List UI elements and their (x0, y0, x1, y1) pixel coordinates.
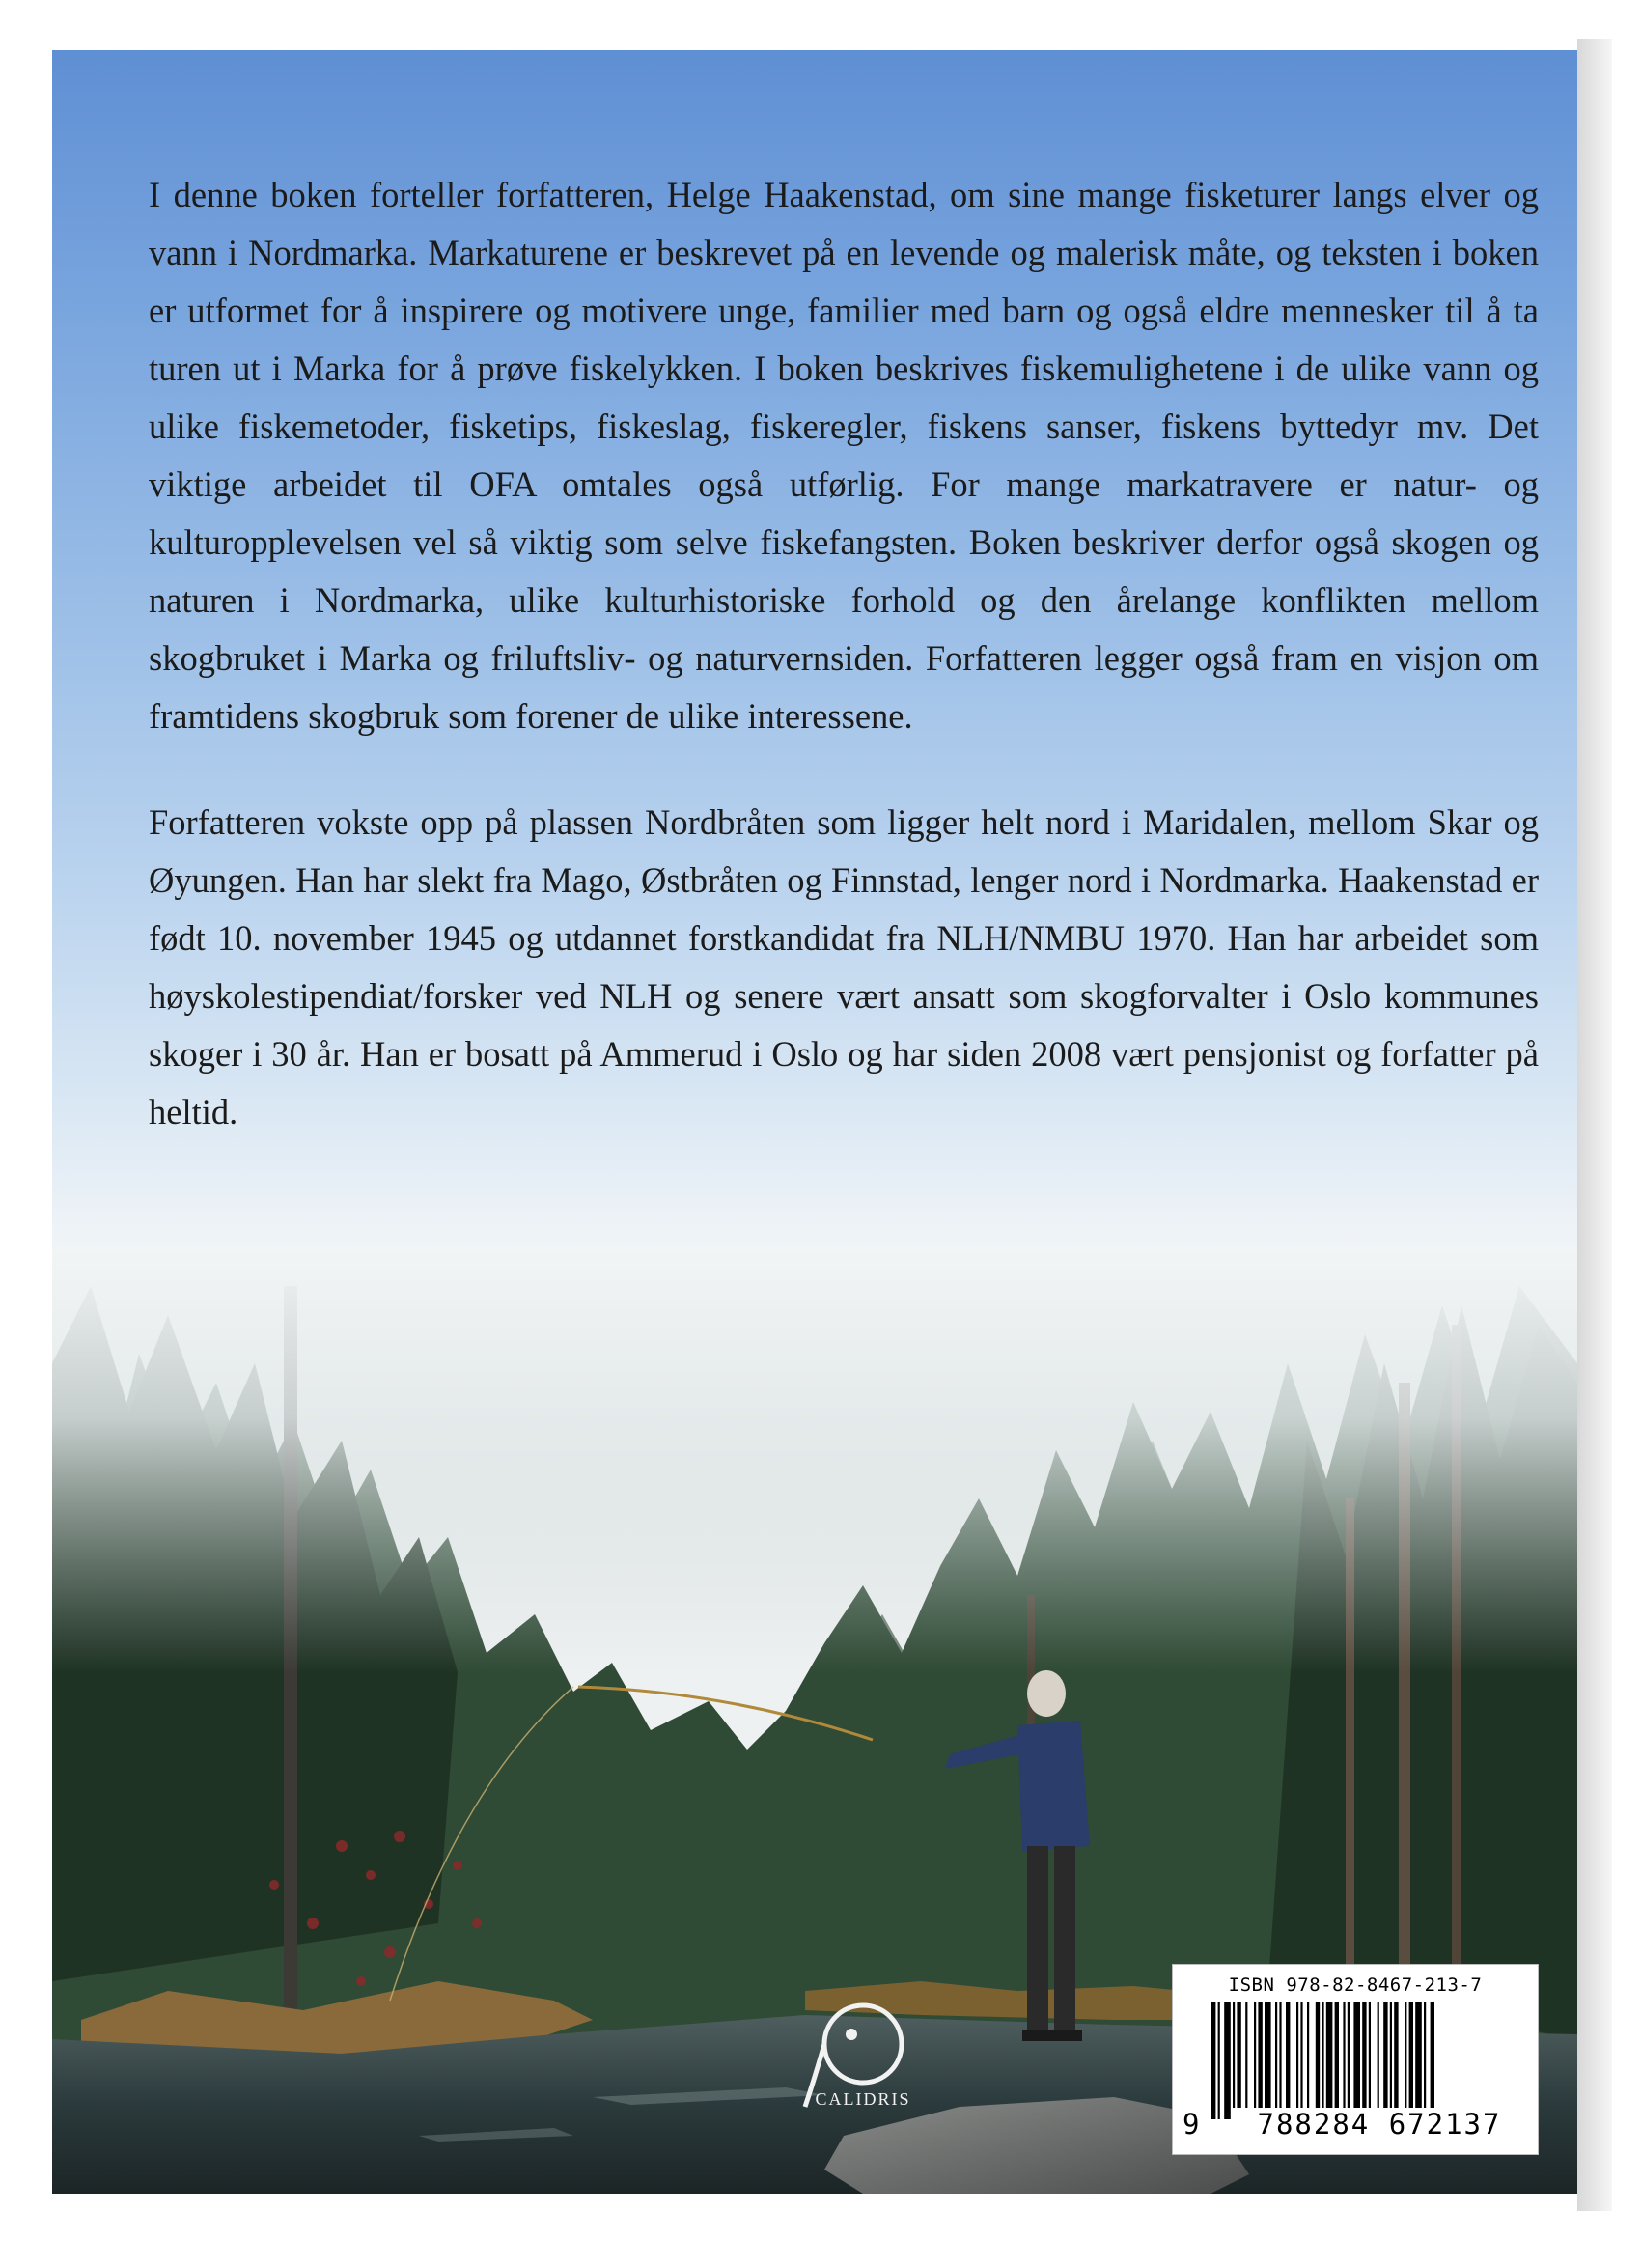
barcode-bar (1326, 2002, 1333, 2119)
isbn-label: ISBN 978-82-8467-213-7 (1228, 1974, 1483, 1996)
barcode-bar (1258, 2002, 1262, 2119)
barcode-bar (1275, 2002, 1277, 2119)
barcode-bar (1279, 2002, 1281, 2119)
barcode-bar (1383, 2002, 1387, 2119)
barcode-bar (1300, 2002, 1302, 2119)
barcode-bar (1211, 2002, 1215, 2119)
barcode-bar (1369, 2002, 1371, 2119)
barcode-bar (1254, 2002, 1256, 2119)
barcode-bar (1307, 2002, 1309, 2119)
barcode-bars (1211, 2002, 1520, 2119)
barcode-bar (1335, 2002, 1339, 2119)
barcode-bar (1343, 2002, 1345, 2119)
barcode-bar (1316, 2002, 1320, 2119)
blurb-text (149, 166, 1539, 1190)
barcode-bar (1378, 2002, 1379, 2119)
barcode-bar (1296, 2002, 1298, 2119)
barcode-bar (1218, 2002, 1220, 2119)
book-spine-edge (1577, 39, 1612, 2211)
barcode-digits: 788284 672137 (1233, 2108, 1526, 2141)
barcode-bar (1224, 2002, 1231, 2119)
barcode-bar (1390, 2002, 1392, 2119)
barcode-prefix-digit: 9 (1183, 2108, 1200, 2141)
publisher-name: CALIDRIS (815, 2089, 911, 2109)
barcode-bar (1245, 2002, 1247, 2119)
barcode-bar (1265, 2002, 1271, 2119)
barcode-bar (1424, 2002, 1426, 2119)
barcode-bar (1394, 2002, 1398, 2119)
blurb-paragraph-1: I denne boken forteller forfatteren, Helge Haakenstad, om sine mange fisketurer langs elver og vann i Nordmarka. Markaturene er beskrevet på en levende og malerisk måte, og teksten i boken er utformet for å inspirere og motivere unge, familier med barn og også eldre mennesker til å ta turen ut i Marka for å prøve fiskelykken. I boken beskrives fiskemulighetene i de ulike vann og ulike fiskemetoder, fisketips, fiskeslag, fiskeregler, fiskens sanser, fiskens byttedyr mv. Det viktige arbeidet til OFA omtales også utførlig. For mange markatravere er natur- og kulturopplevelsen vel så viktig som selve fiskefangsten. Boken beskriver derfor også skogen og naturen i Nordmarka, ulike kulturhistoriske forhold og den årelange konflikten mellom skogbruket i Marka og friluftsliv- og naturvernsiden. Forfatteren legger også fram en visjon om framtidens skogbruk som forener de ulike interessene. (149, 175, 1539, 736)
blurb-paragraph-2: Forfatteren vokste opp på plassen Nordbråten som ligger helt nord i Maridalen, mellom Skar og Øyungen. Han har slekt fra Mago, Østbråten og Finnstad, lenger nord i Nordmarka. Haakenstad er født 10. november 1945 og utdannet forstkandidat fra NLH/NMBU 1970. Han har arbeidet som høyskolestipendiat/forsker ved NLH og senere vært ansatt som skogforvalter i Oslo kommunes skoger i 30 år. Han er bosatt på Ammerud i Oslo og har siden 2008 vært pensjonist og forfatter på heltid. (149, 802, 1539, 1132)
isbn-barcode (1172, 1964, 1539, 2155)
barcode-bar (1409, 2002, 1413, 2119)
barcode-bar (1237, 2002, 1240, 2119)
barcode-bar (1322, 2002, 1323, 2119)
back-cover (52, 50, 1577, 2194)
barcode-bar (1353, 2002, 1360, 2119)
barcode-bar (1431, 2002, 1434, 2119)
barcode-bar (1233, 2002, 1235, 2119)
barcode-bar (1286, 2002, 1290, 2119)
barcode-bar (1362, 2002, 1366, 2119)
barcode-bar (1348, 2002, 1350, 2119)
barcode-bar (1415, 2002, 1422, 2119)
barcode-bar (1405, 2002, 1406, 2119)
